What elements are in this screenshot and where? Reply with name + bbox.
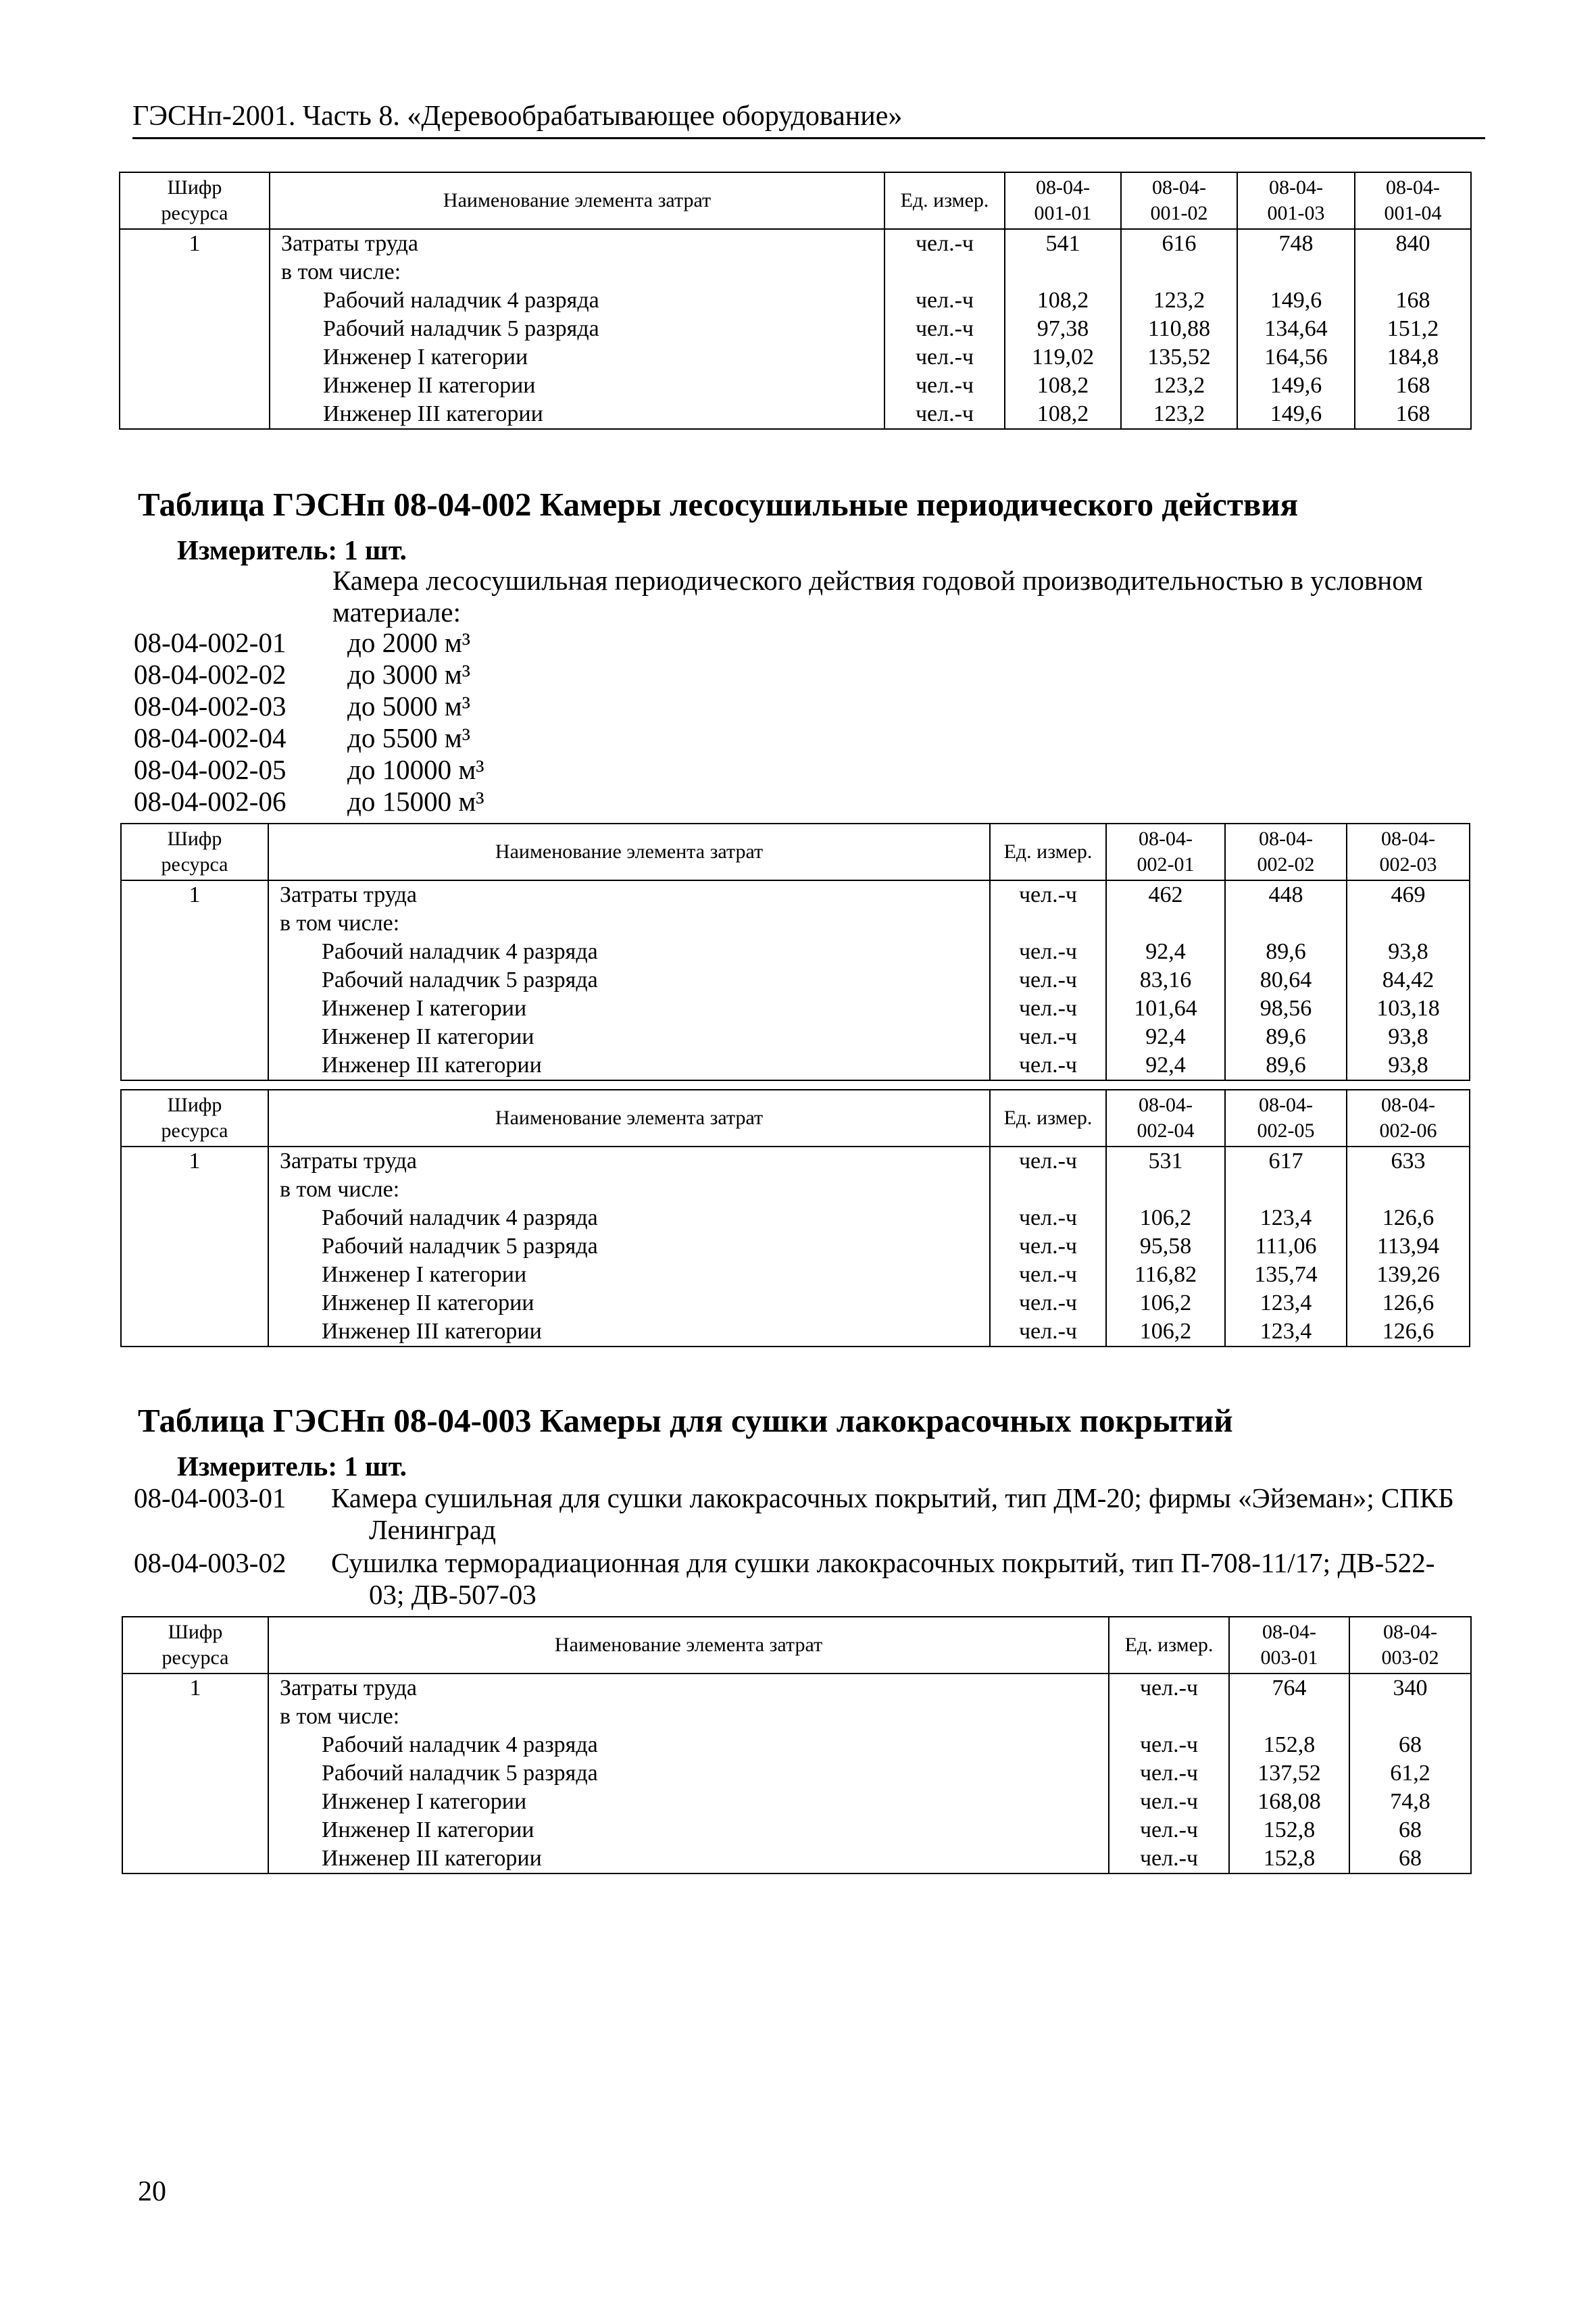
header-unit: Ед. измер.: [990, 824, 1106, 880]
header-col: 08-04- 003-01: [1229, 1617, 1349, 1674]
item-text: до 5500 м³: [347, 722, 471, 753]
value-cell: 764 152,8 137,52 168,08 152,8 152,8: [1229, 1674, 1349, 1873]
item-code: 08-04-002-01: [134, 627, 286, 658]
header-col: 08-04- 001-03: [1237, 172, 1355, 229]
item-code: 08-04-003-01: [134, 1482, 286, 1513]
value-cell: 541 108,2 97,38 119,02 108,2 108,2: [1005, 229, 1121, 429]
value-cell: 462 92,4 83,16 101,64 92,4 92,4: [1106, 880, 1225, 1080]
item-code: 08-04-002-03: [134, 690, 286, 722]
section-002-meter: Измеритель: 1 шт.: [177, 534, 407, 565]
item-code: 08-04-002-04: [134, 722, 286, 753]
header-unit: Ед. измер.: [1109, 1617, 1229, 1674]
table-header-row: [120, 172, 1471, 229]
name-cell: Затраты труда в том числе: Рабочий наладчик 4 разряда Рабочий наладчик 5 разряда Инженер I категории Инженер II категории Инженер III категории: [268, 1147, 990, 1347]
unit-cell: чел.-ч чел.-ч чел.-ч чел.-ч чел.-ч чел.-ч: [990, 880, 1106, 1080]
header-col: 08-04- 002-03: [1347, 824, 1470, 880]
value-cell: 448 89,6 80,64 98,56 89,6 89,6: [1225, 880, 1347, 1080]
header-col: 08-04- 003-02: [1349, 1617, 1471, 1674]
header-code: Шифр ресурса: [121, 1090, 268, 1147]
header-unit: Ед. измер.: [990, 1090, 1106, 1147]
table-002-b: [120, 1089, 1470, 1347]
code-cell: 1: [120, 229, 270, 429]
item-text: до 2000 м³: [347, 627, 471, 658]
section-003-item-2: [134, 1547, 1435, 1611]
table-row: [122, 1674, 1471, 1873]
table-003: [122, 1616, 1472, 1874]
header-col: 08-04- 002-02: [1225, 824, 1347, 880]
section-003-title: Таблица ГЭСНп 08-04-003 Камеры для сушки лакокрасочных покрытий: [138, 1402, 1233, 1439]
unit-cell: чел.-ч чел.-ч чел.-ч чел.-ч чел.-ч чел.-ч: [1109, 1674, 1229, 1873]
header-name: Наименование элемента затрат: [270, 172, 884, 229]
item-code: 08-04-002-05: [134, 754, 286, 785]
header-col: 08-04- 002-01: [1106, 824, 1225, 880]
code-cell: 1: [121, 880, 268, 1080]
item-text: Сушилка терморадиационная для сушки лакокрасочных покрытий, тип П-708-11/17; ДВ-522-: [331, 1547, 1435, 1578]
page-number: 20: [138, 2176, 166, 2207]
value-cell: 617 123,4 111,06 135,74 123,4 123,4: [1225, 1147, 1347, 1347]
header-name: Наименование элемента затрат: [268, 1617, 1109, 1674]
item-text: Камера сушильная для сушки лакокрасочных покрытий, тип ДМ-20; фирмы «Эйземан»; СПКБ: [331, 1482, 1454, 1513]
header-name: Наименование элемента затрат: [268, 824, 990, 880]
header-code: Шифр ресурса: [121, 824, 268, 880]
section-002-description: Камера лесосушильная периодического действия годовой производительностью в условном материале:: [332, 565, 1423, 628]
running-head: ГЭСНп-2001. Часть 8. «Деревообрабатывающее оборудование»: [132, 101, 903, 132]
name-cell: Затраты труда в том числе: Рабочий наладчик 4 разряда Рабочий наладчик 5 разряда Инженер I категории Инженер II категории Инженер III категории: [270, 229, 884, 429]
value-cell: 616 123,2 110,88 135,52 123,2 123,2: [1121, 229, 1237, 429]
value-cell: 748 149,6 134,64 164,56 149,6 149,6: [1237, 229, 1355, 429]
item-text: до 3000 м³: [347, 659, 471, 690]
item-code: 08-04-002-06: [134, 786, 286, 817]
header-name: Наименование элемента затрат: [268, 1090, 990, 1147]
header-code: Шифр ресурса: [120, 172, 270, 229]
value-cell: 840 168 151,2 184,8 168 168: [1355, 229, 1471, 429]
code-cell: 1: [122, 1674, 268, 1873]
item-text: Ленинград: [369, 1514, 496, 1545]
value-cell: 340 68 61,2 74,8 68 68: [1349, 1674, 1471, 1873]
item-code: 08-04-003-02: [134, 1547, 286, 1578]
item-list: [134, 627, 484, 818]
name-cell: Затраты труда в том числе: Рабочий наладчик 4 разряда Рабочий наладчик 5 разряда Инженер I категории Инженер II категории Инженер III категории: [268, 1674, 1109, 1873]
item-text: 03; ДВ-507-03: [369, 1579, 537, 1610]
header-col: 08-04- 001-01: [1005, 172, 1121, 229]
section-002-title: Таблица ГЭСНп 08-04-002 Камеры лесосушильные периодического действия: [138, 486, 1299, 523]
table-header-row: [121, 1090, 1470, 1147]
name-cell: Затраты труда в том числе: Рабочий наладчик 4 разряда Рабочий наладчик 5 разряда Инженер I категории Инженер II категории Инженер III категории: [268, 880, 990, 1080]
table-row: [120, 229, 1471, 429]
item-text: до 15000 м³: [347, 786, 484, 817]
code-cell: 1: [121, 1147, 268, 1347]
item-code: 08-04-002-02: [134, 659, 286, 690]
table-row: [121, 1147, 1470, 1347]
table-row: [121, 880, 1470, 1080]
section-003-meter: Измеритель: 1 шт.: [177, 1451, 407, 1482]
header-col: 08-04- 001-04: [1355, 172, 1471, 229]
item-text: до 10000 м³: [347, 754, 484, 785]
header-col: 08-04- 001-02: [1121, 172, 1237, 229]
unit-cell: чел.-ч чел.-ч чел.-ч чел.-ч чел.-ч чел.-ч: [990, 1147, 1106, 1347]
table-header-row: [122, 1617, 1471, 1674]
header-rule: [132, 137, 1485, 139]
header-col: 08-04- 002-04: [1106, 1090, 1225, 1147]
table-002-a: [120, 823, 1470, 1081]
table-header-row: [121, 824, 1470, 880]
table-001: [119, 172, 1472, 430]
header-code: Шифр ресурса: [122, 1617, 268, 1674]
header-unit: Ед. измер.: [884, 172, 1005, 229]
value-cell: 531 106,2 95,58 116,82 106,2 106,2: [1106, 1147, 1225, 1347]
section-003-item-1: [134, 1482, 1454, 1546]
header-col: 08-04- 002-05: [1225, 1090, 1347, 1147]
value-cell: 469 93,8 84,42 103,18 93,8 93,8: [1347, 880, 1470, 1080]
header-col: 08-04- 002-06: [1347, 1090, 1470, 1147]
unit-cell: чел.-ч чел.-ч чел.-ч чел.-ч чел.-ч чел.-ч: [884, 229, 1005, 429]
item-text: до 5000 м³: [347, 690, 471, 722]
value-cell: 633 126,6 113,94 139,26 126,6 126,6: [1347, 1147, 1470, 1347]
